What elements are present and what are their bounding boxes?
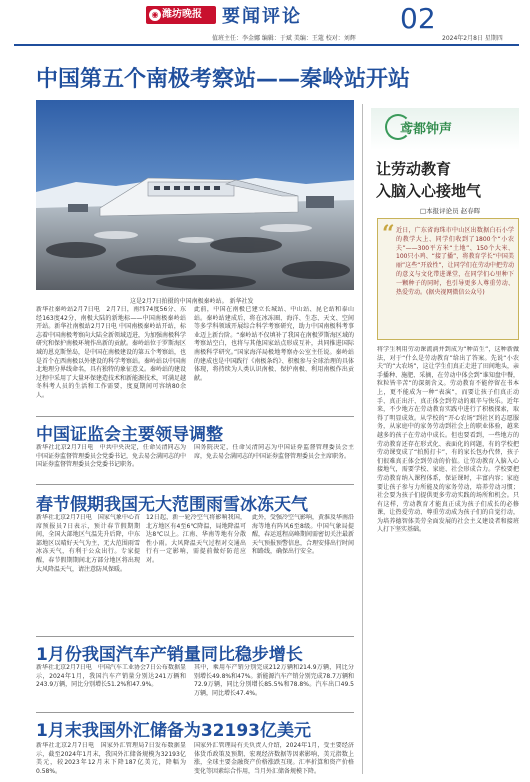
commentary-body: 将学生利用劳动课流淌并到成为“种苗生”，这种新做法，对于“什么是劳动教育”给出了答案。先说“小农夫”的“大农场”，这让学生们真正走进了田间地头，亲手播种、施肥、采摘，在劳动中体会到“谁知盘中餐，粒粒皆辛苦”的深刻含义。劳动教育不能停留在书本上，更不能成为一种“表演”，而要让孩子们真正动手、真正出汗、真正体会到劳动的艰辛与快乐。近年来，不少地方在劳动教育实践中进行了积极探索，取得了明显成效。从学校的“开心农场”到社区的志愿服务，从家庭中的家务劳动到社会上的职业体验，越来越多的孩子在劳动中成长。但也要看到，一些地方的劳动教育还存在形式化、表面化的问题，有的学校把劳动课变成了“拍照打卡”，有的家长包办代替，孩子们很难真正体会到劳动的价值。让劳动教育入脑入心接地气，需要学校、家庭、社会形成合力。学校要把劳动教育纳入课程体系，保证课时，丰富内容；家庭要让孩子参与力所能及的家务劳动，培养劳动习惯；社会要为孩子们提供更多劳动实践的场所和机会。只有这样，劳动教育才能真正成为孩子们成长的必修课，让热爱劳动、尊重劳动成为孩子们的自觉行动，为培养德智体美劳全面发展的社会主义建设者和接班人打下坚实基础。 [377, 346, 519, 534]
divider [36, 636, 354, 637]
brand-name: 潍坊晚报 [162, 9, 202, 20]
story3-col3: 此外，受强冷空气影响，黄淮及华南沿海等地有阵风6至8级。中国气象局提醒，春运返程高峰期间需密切关注最新天气预报预警信息，合理安排出行时间和路线，确保出行安全。 [252, 514, 354, 556]
lead-article-col1: 新华社秦岭站2月7日电 2月7日，南纬74度56分、东经163度42分，南极大陆的新地标——中国南极秦岭站开站。新华社南极站2月7日电 中国南极秦岭站开站，标志着中国南极考察向大陆全新领域迈进，为加强南极科学研究和保护南极环境作出新的贡献。秦岭站位于罗斯海区域的恩克斯堡岛，是中国在南极建设的第五个考察站，也是首个在西南极以外建设的科学考察站。秦岭站以中国南北地理分界线命名，具有独特的象征意义。秦岭站的建设过程中采用了大量环保建造技术和新能源技术，可满足越冬科考人员的生活和工作需要，度夏期间可容纳80余人。 [36, 306, 186, 399]
quote-mark-icon: “ [382, 221, 395, 247]
divider [36, 416, 354, 417]
commentary-author: □本报评论员 赵春晖 [420, 207, 481, 215]
story4-headline: 1月份我国汽车产销量同比稳步增长 [36, 645, 303, 665]
story2-col2: 国务院决定，任命吴清同志为中国证券监督管理委员会主席，免去易会满同志的中国证券监督管理委员会主席职务。 [194, 444, 354, 460]
newspaper-logo [146, 6, 216, 24]
commentary-quote-box [377, 218, 519, 340]
editor-credits: 值班主任：李金娜 编辑：于斌 美编：王蔻 校对：刘辉 [212, 35, 356, 42]
story3-col1: 新华社北京2月7日电 国家气象中心首席预报员7日表示，预计春节假期期间，全国大部地区气温先升后降，中东部地区以晴好天气为主，无大范围雨雪冰冻天气，有利于公众出行。专家提醒，春节假期期间北方部分地区将出现大风降温天气，请注意防风保暖。 [36, 514, 140, 573]
commentary-banner-title: 鸢都钟声 [400, 122, 453, 137]
masthead [0, 0, 530, 44]
story4-col2: 其中，乘用车产销分别完成212万辆和214.9万辆，同比分别增长49.8%和47%。新能源汽车产销分别完成78.7万辆和72.9万辆，同比分别增长85.5%和78.8%。汽车出口49.5万辆，同比增长47.4%。 [194, 664, 354, 697]
story5-col1: 新华社北京2月7日电 国家外汇管理局7日发布数据显示，截至2024年1月末，我国外汇储备规模为32193亿美元，较2023年12月末下降187亿美元，降幅为0.58%。 [36, 742, 186, 775]
divider [36, 484, 354, 485]
lead-headline: 中国第五个南极考察站——秦岭站开站 [36, 67, 411, 92]
story5-headline: 1月末我国外汇储备为32193亿美元 [36, 721, 311, 741]
lead-article-col2: 此前，中国在南极已建立长城站、中山站、昆仑站和泰山站。秦岭站建成后，将在冰冻圈、海洋、生态、天文、空间等多学科领域开展综合科学考察研究，助力中国南极科考事业迈上新台阶。“秦岭站不仅填补了我国在南极罗斯海区域的考察站空白，也将与其他国家站点形成互补，共同推进国际南极科学研究。”国家海洋局极地考察办公室主任说。秦岭站的建成也是中国践行《南极条约》、积极参与全球治理的具体体现，将持续为人类认识南极、保护南极、利用南极作出贡献。 [194, 306, 354, 382]
issue-date: 2024年2月8日 星期四 [442, 35, 503, 42]
commentary-title-line2: 入脑入心接地气 [376, 182, 482, 200]
divider [36, 712, 354, 713]
photo-caption: 这是2月7日拍摄的中国南极秦岭站。 新华社发 [130, 298, 254, 305]
antarctic-station-photo [36, 100, 354, 290]
column-divider [362, 104, 363, 774]
story3-col2: 12日起，新一轮冷空气将影响我国，北方地区有4至6℃降温，局地降温可达8℃以上。江南、华南等地有分散性小雨。大风降温天气过程对交通出行有一定影响，需提前做好防范应对。 [146, 514, 246, 564]
story5-col2: 国家外汇管理局有关负责人介绍，2024年1月，受主要经济体货币政策及预期、宏观经济数据等因素影响，美元指数上涨，全球主要金融资产价格涨跌互现。汇率折算和资产价格变化等因素综合作用，当月外汇储备规模下降。 [194, 742, 354, 775]
page-number: 02 [400, 2, 436, 35]
story2-col1: 新华社北京2月7日电 中共中央决定，任命吴清同志为中国证券监督管理委员会党委书记，免去易会满同志的中国证券监督管理委员会党委书记职务。 [36, 444, 186, 469]
commentary-title-line1: 让劳动教育 [376, 160, 452, 178]
commentary-title [376, 158, 481, 202]
story4-col1: 新华社北京2月7日电 中国汽车工业协会7日公布数据显示，2024年1月，我国汽车产销量分别达241万辆和243.9万辆，同比分别增长51.2%和47.9%。 [36, 664, 186, 689]
section-title: 要闻评论 [222, 6, 302, 27]
commentary-quote-text: 近日，广东省海珠市中山区出数据白石小学的教学大上、同学们收到了1800个“小农夫”——300平方米“土地”、150个大米、100只小鸡、“接了播”，将教育学长“中国美丽”这些“开放性”，让同学们在劳动中把劳动的意义与文化带进课堂，在同学们心里种下一颗种子的同时，也引导更多人尊重劳动、热爱劳动。(据央视网微信公众号) [396, 227, 514, 296]
story3-headline: 春节假期我国无大范围雨雪冰冻天气 [36, 495, 308, 515]
masthead-rule [14, 44, 519, 46]
logo-emblem-icon: ◉ [149, 9, 161, 21]
story2-headline: 中国证监会主要领导调整 [36, 425, 223, 445]
lead-photo [36, 100, 354, 290]
